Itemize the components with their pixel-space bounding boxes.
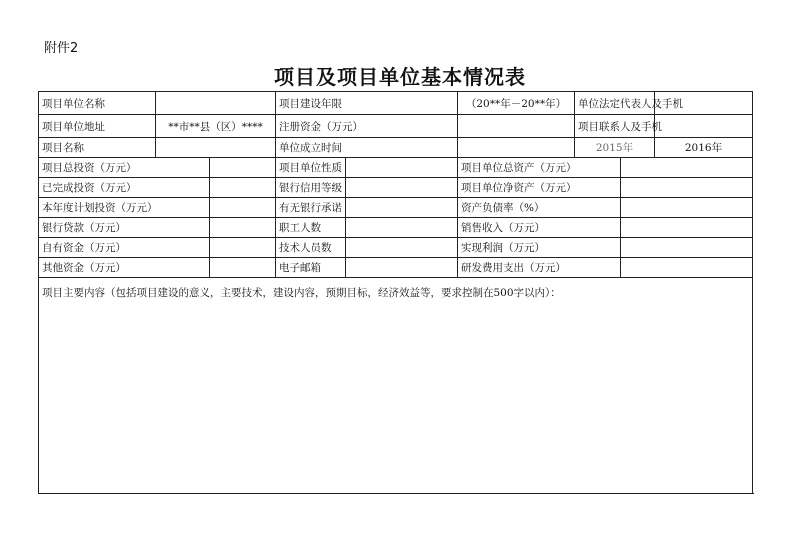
unit-nature-label: 项目单位性质	[276, 158, 346, 178]
table-row	[39, 218, 753, 238]
debt-ratio-2015[interactable]	[621, 198, 753, 218]
project-content-cell[interactable]	[39, 278, 753, 494]
contact-value[interactable]	[655, 115, 753, 138]
staff-count-label: 职工人数	[276, 218, 346, 238]
project-info-table	[38, 91, 753, 494]
total-assets-2015[interactable]	[621, 158, 753, 178]
project-name-label: 项目名称	[39, 138, 156, 158]
bank-loan-label: 银行贷款（万元）	[39, 218, 210, 238]
build-period-value: （20**年－20**年）	[458, 92, 575, 115]
sales-revenue-2015[interactable]	[621, 218, 753, 238]
table-row	[39, 158, 753, 178]
established-value[interactable]	[458, 138, 575, 158]
total-assets-label: 项目单位总资产（万元）	[458, 158, 621, 178]
project-name-value[interactable]	[156, 138, 276, 158]
own-funds-value[interactable]	[210, 238, 276, 258]
net-assets-2015[interactable]	[621, 178, 753, 198]
unit-name-value[interactable]	[156, 92, 276, 115]
completed-investment-value[interactable]	[210, 178, 276, 198]
annual-plan-value[interactable]	[210, 198, 276, 218]
established-label: 单位成立时间	[276, 138, 458, 158]
other-funds-label: 其他资金（万元）	[39, 258, 210, 278]
total-investment-value[interactable]	[210, 158, 276, 178]
rd-expense-label: 研发费用支出（万元）	[458, 258, 621, 278]
bank-commitment-value[interactable]	[346, 198, 458, 218]
bank-loan-value[interactable]	[210, 218, 276, 238]
year-2015: 2015年	[575, 138, 655, 158]
table-row	[39, 92, 753, 115]
annual-plan-label: 本年度计划投资（万元）	[39, 198, 210, 218]
unit-name-label: 项目单位名称	[39, 92, 156, 115]
contact-label: 项目联系人及手机	[575, 115, 655, 138]
table-row	[39, 258, 753, 278]
build-period-label: 项目建设年限	[276, 92, 458, 115]
table-row	[39, 278, 753, 494]
year-2016: 2016年	[655, 138, 753, 158]
unit-address-value: **市**县（区）****	[156, 115, 276, 138]
table-row	[39, 178, 753, 198]
legal-rep-label: 单位法定代表人及手机	[575, 92, 655, 115]
debt-ratio-label: 资产负债率（%）	[458, 198, 621, 218]
project-content-label: 项目主要内容（包括项目建设的意义，主要技术，建设内容，预期目标，经济效益等，要求控制在500字以内）：	[42, 287, 561, 299]
reg-capital-label: 注册资金（万元）	[276, 115, 458, 138]
total-investment-label: 项目总投资（万元）	[39, 158, 210, 178]
profit-label: 实现利润（万元）	[458, 238, 621, 258]
page-title: 项目及项目单位基本情况表	[274, 65, 526, 89]
profit-2015[interactable]	[621, 238, 753, 258]
rd-expense-2015[interactable]	[621, 258, 753, 278]
bank-commitment-label: 有无银行承诺	[276, 198, 346, 218]
tech-staff-value[interactable]	[346, 238, 458, 258]
staff-count-value[interactable]	[346, 218, 458, 238]
table-row	[39, 198, 753, 218]
own-funds-label: 自有资金（万元）	[39, 238, 210, 258]
table-row	[39, 238, 753, 258]
completed-investment-label: 已完成投资（万元）	[39, 178, 210, 198]
attachment-label: 附件2	[44, 41, 79, 56]
other-funds-value[interactable]	[210, 258, 276, 278]
tech-staff-label: 技术人员数	[276, 238, 346, 258]
sales-revenue-label: 销售收入（万元）	[458, 218, 621, 238]
credit-rating-label: 银行信用等级	[276, 178, 346, 198]
unit-nature-value[interactable]	[346, 158, 458, 178]
email-value[interactable]	[346, 258, 458, 278]
unit-address-label: 项目单位地址	[39, 115, 156, 138]
reg-capital-value[interactable]	[458, 115, 575, 138]
net-assets-label: 项目单位净资产（万元）	[458, 178, 621, 198]
email-label: 电子邮箱	[276, 258, 346, 278]
credit-rating-value[interactable]	[346, 178, 458, 198]
table-row	[39, 138, 753, 158]
table-row	[39, 115, 753, 138]
